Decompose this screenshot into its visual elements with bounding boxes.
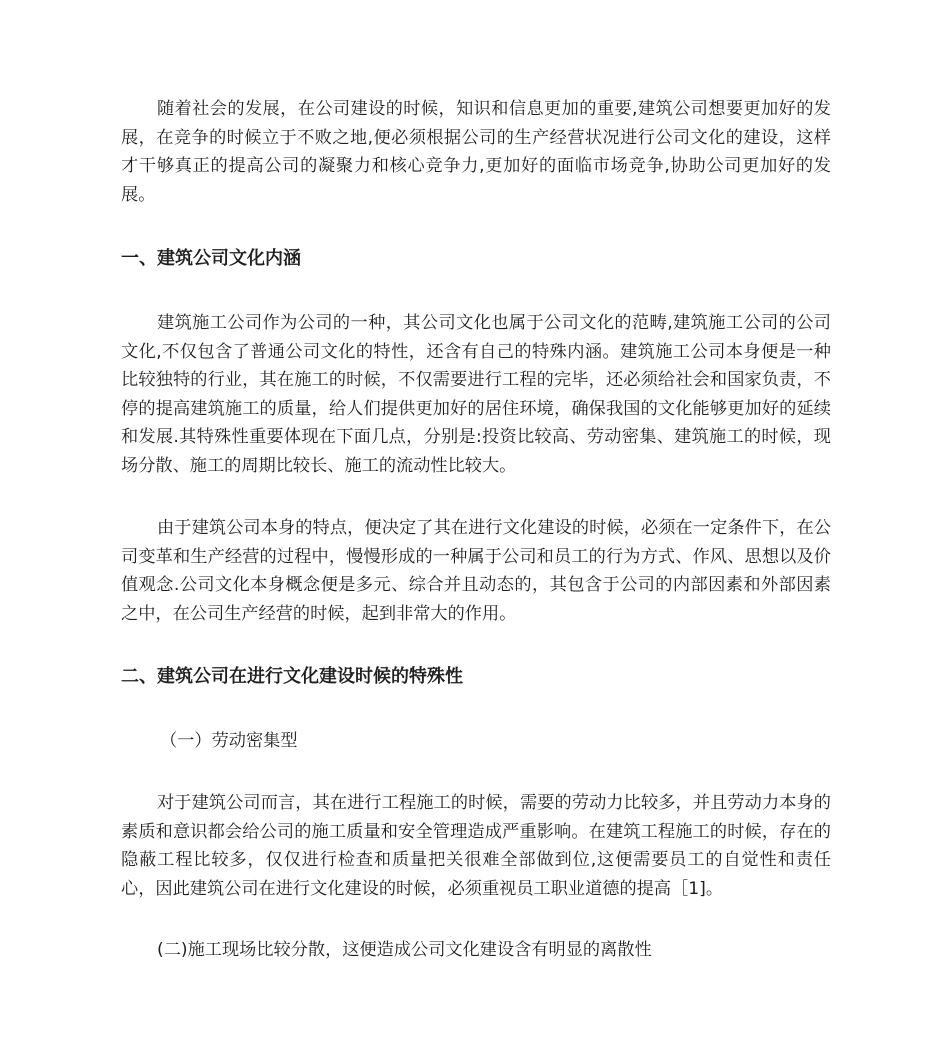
section-2-paragraph-1: 对于建筑公司而言，其在进行工程施工的时候，需要的劳动力比较多，并且劳动力本身的素质和意识都会给公司的施工质量和安全管理造成严重影响。在建筑工程施工的时候，存在的隐蔽工程比较多，仅仅进行检查和质量把关很难全部做到位,这便需要员工的自觉性和责任心，因此建筑公司在进行文化建设的时候，必须重视员工职业道德的提高［1]。 [121,793,831,899]
intro-paragraph: 随着社会的发展，在公司建设的时候，知识和信息更加的重要,建筑公司想要更加好的发展，在竞争的时候立于不败之地,便必须根据公司的生产经营状况进行公司文化的建设，这样才干够真正的提高公司的凝聚力和核心竞争力,更加好的面临市场竞争,协助公司更加好的发展。 [121,99,831,205]
section-1-paragraph-1: 建筑施工公司作为公司的一种，其公司文化也属于公司文化的范畴,建筑施工公司的公司文化,不仅包含了普通公司文化的特性，还含有自己的特殊内涵。建筑施工公司本身便是一种比较独特的行业，其在施工的时候，不仅需要进行工程的完毕，还必须给社会和国家负责，不停的提高建筑施工的质量，给人们提供更加好的居住环境，确保我国的文化能够更加好的延续和发展.其特殊性重要体现在下面几点，分别是:投资比较高、劳动密集、建筑施工的时候，现场分散、施工的周期比较长、施工的流动性比较大。 [121,313,831,476]
section-1-heading: 一、建筑公司文化内涵 [121,248,301,269]
section-2-heading: 二、建筑公司在进行文化建设时候的特殊性 [121,666,463,687]
subsection-2-heading: (二)施工现场比较分散，这便造成公司文化建设含有明显的离散性 [157,940,652,960]
subsection-1-heading: （一）劳动密集型 [160,731,298,751]
section-1-paragraph-2: 由于建筑公司本身的特点，便决定了其在进行文化建设的时候，必须在一定条件下，在公司变革和生产经营的过程中，慢慢形成的一种属于公司和员工的行为方式、作风、思想以及价值观念.公司文化本身概念便是多元、综合并且动态的，其包含于公司的内部因素和外部因素之中，在公司生产经营的时候，起到非常大的作用。 [121,518,831,624]
